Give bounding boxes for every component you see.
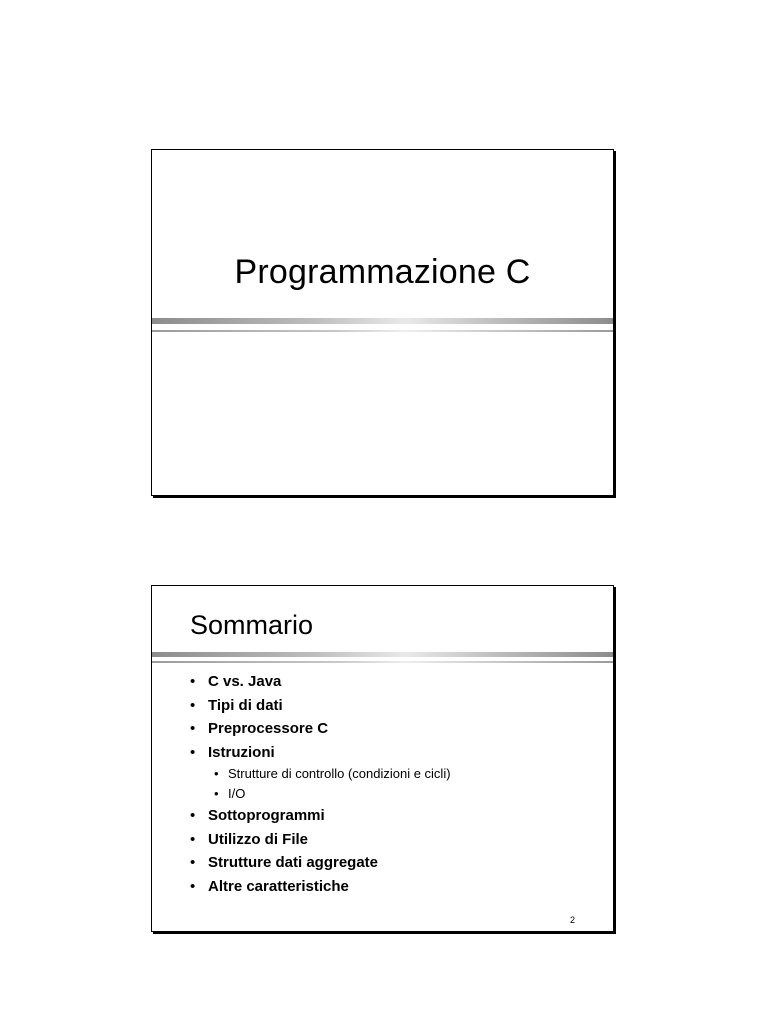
bullet-item: [190, 717, 451, 741]
bullet-item: [190, 670, 451, 694]
bullet-item: [190, 804, 451, 828]
bullet-text: Altre caratteristiche: [208, 877, 349, 895]
bullet-text: Sottoprogrammi: [208, 807, 325, 824]
sub-bullet-item: [190, 784, 451, 804]
title-divider-thin: [152, 330, 613, 332]
title-divider-thick: [152, 318, 613, 324]
bullet-text: Tipi di dati: [208, 696, 283, 714]
slide-1: [151, 149, 614, 496]
bullet-icon: •: [190, 673, 196, 690]
bullet-item: [190, 875, 451, 899]
bullet-item: [190, 694, 451, 718]
bullet-icon: •: [190, 696, 196, 714]
title-divider-thick: [152, 652, 613, 657]
bullet-text: C vs. Java: [208, 673, 282, 690]
bullet-text: Istruzioni: [208, 743, 275, 761]
bullet-icon: •: [190, 854, 196, 871]
bullet-text: Utilizzo di File: [208, 830, 308, 848]
bullet-item: [190, 741, 451, 765]
bullet-text: Strutture dati aggregate: [208, 854, 379, 871]
bullet-text: I/O: [228, 786, 246, 801]
slide-title: Sommario: [190, 610, 314, 640]
bullet-icon: •: [214, 766, 219, 781]
bullet-list: [190, 670, 451, 898]
bullet-item: [190, 851, 451, 875]
bullet-icon: •: [190, 743, 196, 761]
bullet-icon: •: [190, 720, 196, 737]
bullet-text: Strutture di controllo (condizioni e cicli): [228, 766, 451, 781]
slide-title: Programmazione C: [234, 253, 531, 291]
slide-2: [151, 585, 614, 932]
title-divider-thin: [152, 661, 613, 663]
page-number: 2: [569, 915, 575, 925]
bullet-icon: •: [190, 877, 196, 895]
bullet-icon: •: [190, 807, 196, 824]
bullet-text: Preprocessore C: [208, 720, 329, 737]
bullet-icon: •: [190, 830, 196, 848]
bullet-icon: •: [214, 786, 219, 801]
sub-bullet-item: [190, 764, 451, 784]
bullet-item: [190, 828, 451, 852]
